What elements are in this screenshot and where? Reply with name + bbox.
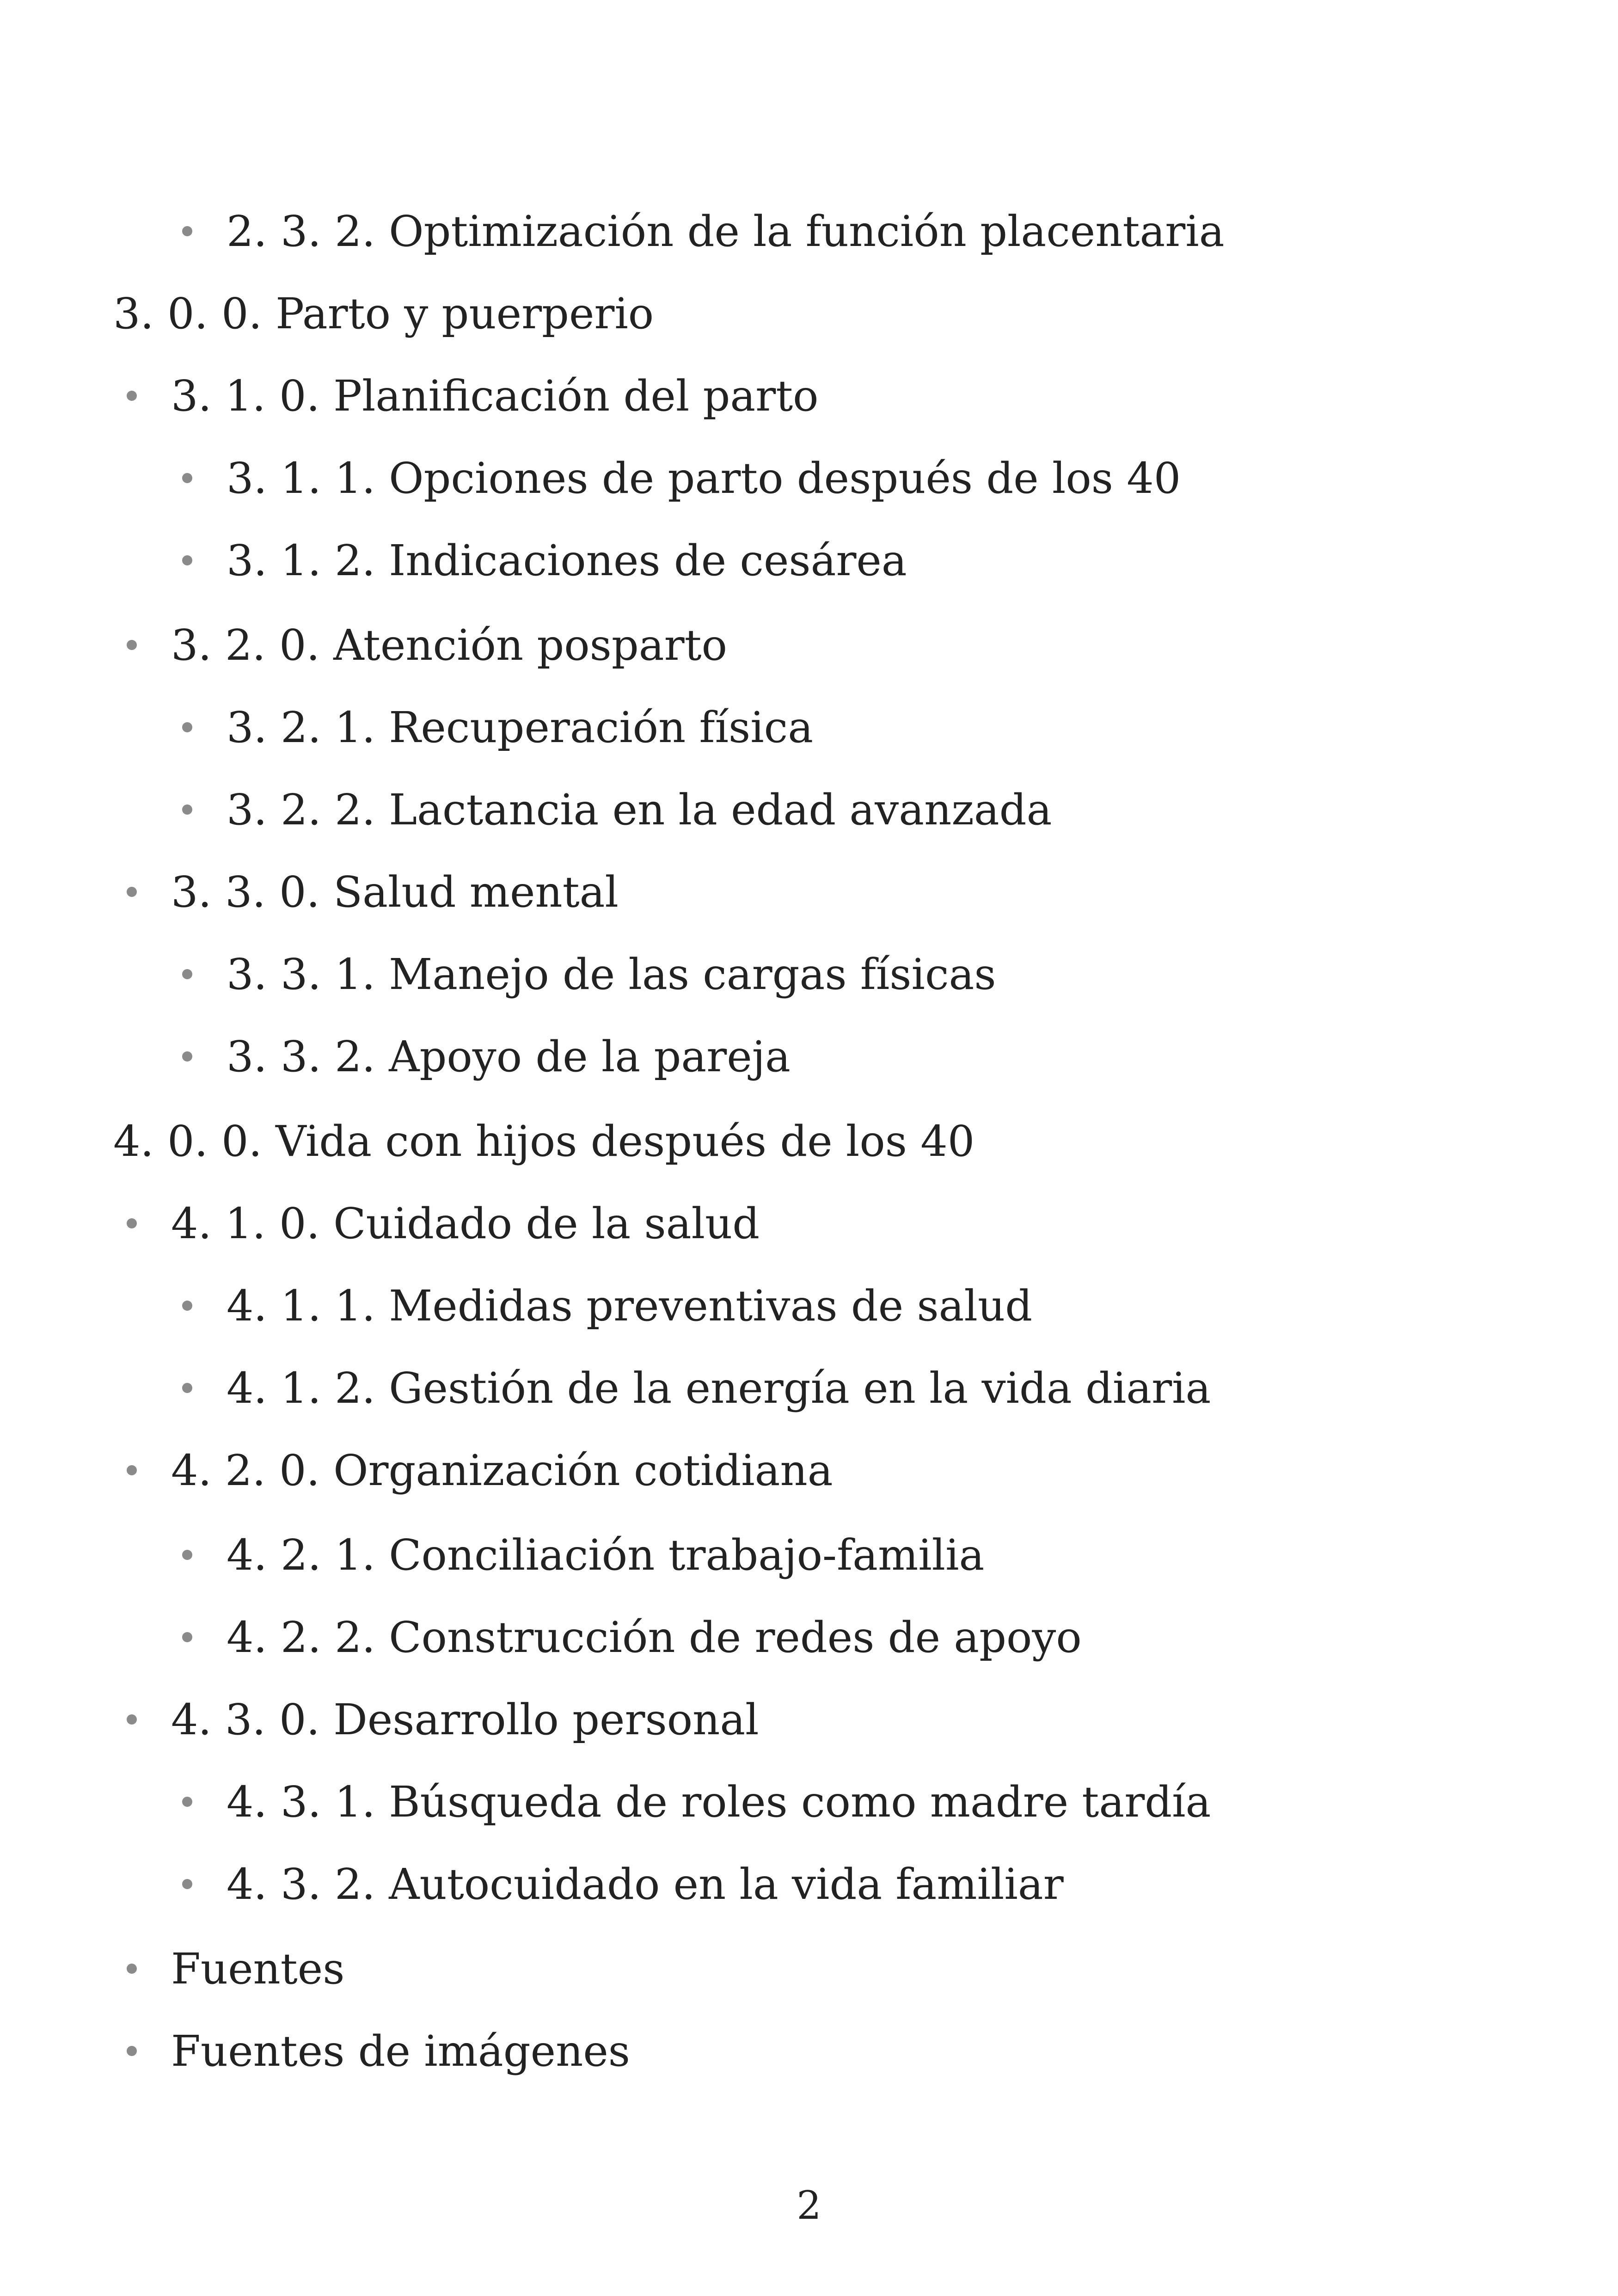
toc-entry[interactable]: [227, 703, 814, 752]
toc-entry[interactable]: [227, 1363, 1211, 1413]
toc-entry[interactable]: [171, 1944, 345, 1994]
toc-entry[interactable]: [227, 1613, 1082, 1662]
bullet-icon: [182, 1383, 192, 1393]
toc-entry-label: 3. 2. 0. Atención posparto: [171, 620, 727, 670]
bullet-icon: [182, 969, 192, 979]
toc-entry-label: 3. 1. 2. Indicaciones de cesárea: [227, 536, 907, 585]
toc-entry-label: 3. 0. 0. Parto y puerperio: [113, 289, 654, 338]
toc-entry-label: 4. 1. 0. Cuidado de la salud: [171, 1199, 760, 1248]
bullet-icon: [182, 722, 192, 732]
bullet-icon: [182, 1550, 192, 1560]
toc-entry-label: Fuentes de imágenes: [171, 2026, 630, 2076]
toc-entry-label: 4. 3. 2. Autocuidado en la vida familiar: [227, 1860, 1064, 1909]
toc-entry-label: 3. 2. 1. Recuperación física: [227, 703, 814, 752]
toc-entry-label: 3. 1. 0. Planificación del parto: [171, 371, 819, 421]
toc-entry[interactable]: [227, 1281, 1033, 1331]
toc-entry[interactable]: [227, 1530, 985, 1580]
toc-entry-label: 4. 3. 1. Búsqueda de roles como madre tardía: [227, 1777, 1211, 1827]
bullet-icon: [127, 1465, 137, 1475]
toc-entry[interactable]: [227, 207, 1225, 256]
toc-entry[interactable]: [227, 1777, 1211, 1827]
bullet-icon: [182, 1879, 192, 1889]
toc-entry[interactable]: [113, 1117, 975, 1166]
bullet-icon: [182, 473, 192, 483]
toc-entry-label: 4. 0. 0. Vida con hijos después de los 40: [113, 1117, 975, 1166]
bullet-icon: [127, 1964, 137, 1974]
toc-entry[interactable]: [227, 1032, 791, 1081]
toc-entry-label: 4. 2. 2. Construcción de redes de apoyo: [227, 1613, 1082, 1662]
toc-entry-label: 4. 2. 1. Conciliación trabajo-familia: [227, 1530, 985, 1580]
toc-entry[interactable]: [227, 950, 996, 999]
toc-entry-label: 4. 1. 1. Medidas preventivas de salud: [227, 1281, 1033, 1331]
toc-entry-label: 3. 3. 1. Manejo de las cargas físicas: [227, 950, 996, 999]
bullet-icon: [127, 1714, 137, 1725]
toc-entry-label: 3. 3. 2. Apoyo de la pareja: [227, 1032, 791, 1081]
toc-entry[interactable]: [171, 620, 727, 670]
toc-entry[interactable]: [171, 371, 819, 421]
bullet-icon: [127, 391, 137, 401]
toc-entry-label: 3. 3. 0. Salud mental: [171, 867, 619, 917]
toc-entry-label: 3. 2. 2. Lactancia en la edad avanzada: [227, 785, 1052, 835]
toc-entry-label: Fuentes: [171, 1944, 345, 1994]
toc-entry-label: 3. 1. 1. Opciones de parto después de los 40: [227, 454, 1181, 503]
toc-entry[interactable]: [113, 289, 654, 338]
bullet-icon: [182, 555, 192, 565]
bullet-icon: [127, 640, 137, 650]
toc-entry[interactable]: [171, 1446, 833, 1495]
bullet-icon: [127, 1218, 137, 1228]
bullet-icon: [182, 804, 192, 815]
toc-entry[interactable]: [171, 1695, 759, 1744]
bullet-icon: [127, 2046, 137, 2056]
toc-entry[interactable]: [227, 785, 1052, 835]
toc-entry[interactable]: [227, 1860, 1064, 1909]
toc-entry[interactable]: [171, 2026, 630, 2076]
bullet-icon: [182, 226, 192, 236]
toc-entry[interactable]: [227, 454, 1181, 503]
bullet-icon: [127, 887, 137, 897]
toc-entry[interactable]: [171, 867, 619, 917]
bullet-icon: [182, 1797, 192, 1807]
toc-entry[interactable]: [227, 536, 907, 585]
page-number: 2: [797, 2183, 821, 2228]
toc-entry[interactable]: [171, 1199, 760, 1248]
bullet-icon: [182, 1301, 192, 1311]
toc-entry-label: 4. 1. 2. Gestión de la energía en la vida diaria: [227, 1363, 1211, 1413]
toc-entry-label: 4. 3. 0. Desarrollo personal: [171, 1695, 759, 1744]
toc-entry-label: 2. 3. 2. Optimización de la función placentaria: [227, 207, 1225, 256]
bullet-icon: [182, 1632, 192, 1642]
toc-entry-label: 4. 2. 0. Organización cotidiana: [171, 1446, 833, 1495]
bullet-icon: [182, 1051, 192, 1062]
